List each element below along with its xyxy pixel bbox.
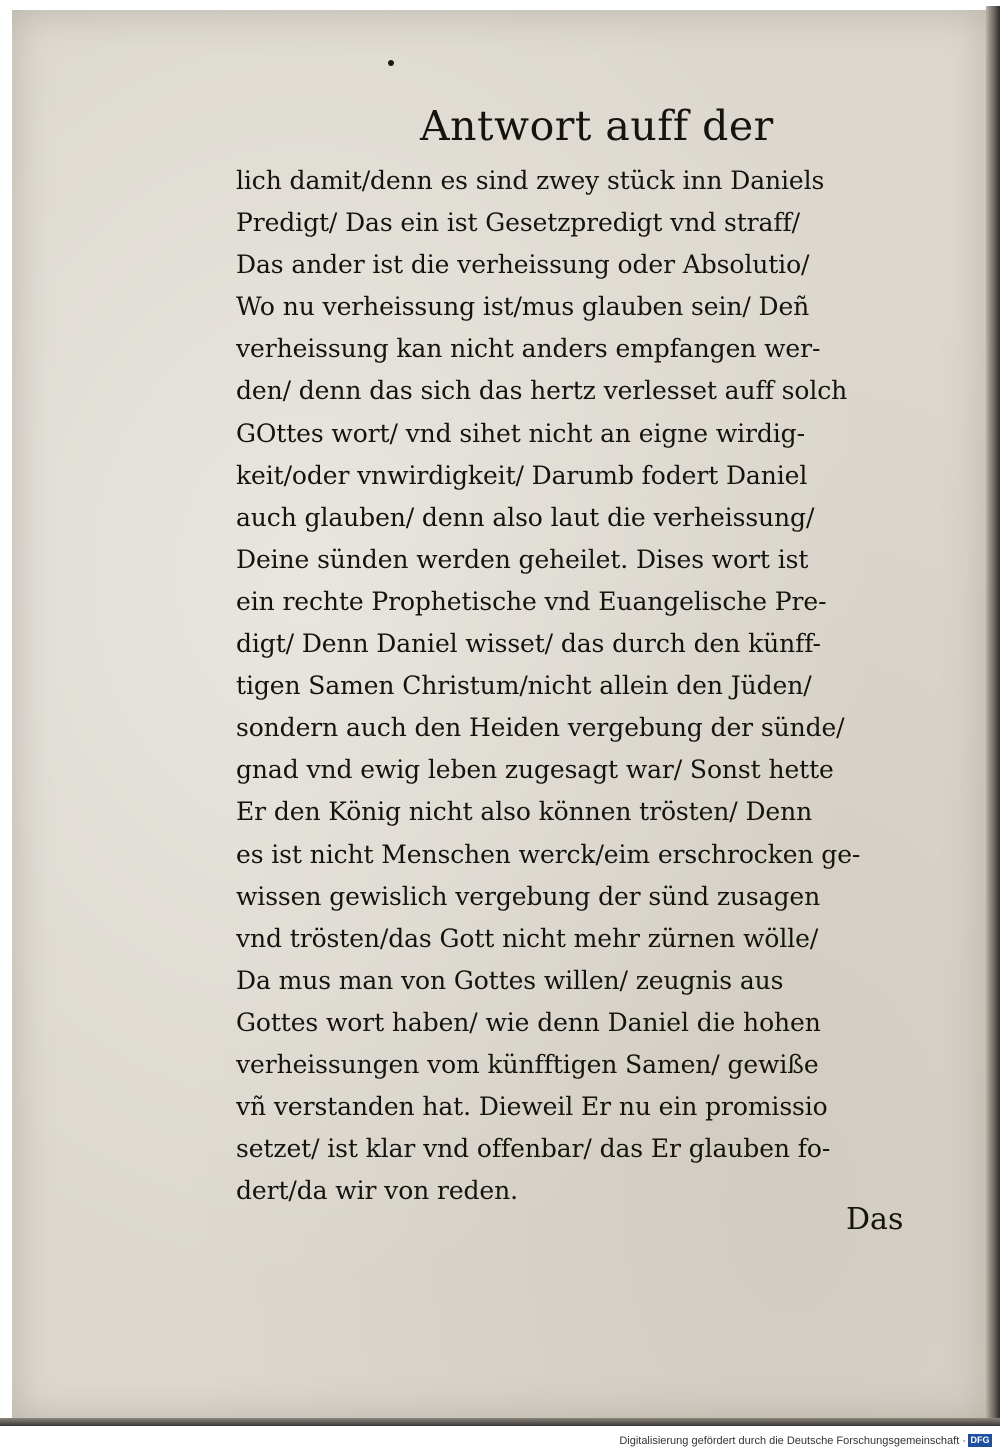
text-line: vnd trösten/das Gott nicht mehr zürnen wölle/ (236, 923, 819, 953)
page-edge-right (986, 6, 1000, 1424)
page-edge-bottom (0, 1418, 1000, 1426)
text-line: sondern auch den Heiden vergebung der sünde/ (236, 713, 845, 743)
text-line: Das ander ist die verheissung oder Absolutio/ (236, 250, 810, 280)
text-line: es ist nicht Menschen werck/eim erschrocken ge- (236, 839, 861, 869)
text-line: Da mus man von Gottes willen/ zeugnis aus (236, 965, 784, 995)
text-line: Wo nu verheissung ist/mus glauben sein/ Deñ (236, 292, 810, 322)
text-line: keit/oder vnwirdigkeit/ Darumb fodert Daniel (236, 460, 808, 490)
footer-credit: Digitalisierung gefördert durch die Deutsche Forschungsgemeinschaft · (619, 1435, 966, 1447)
text-line: wissen gewislich vergebung der sünd zusagen (236, 881, 821, 911)
running-head: Antwort auff der (420, 102, 774, 150)
text-line: verheissungen vom künfftigen Samen/ gewiße (236, 1049, 819, 1079)
text-line: dert/da wir von reden. (236, 1176, 518, 1206)
text-line: Er den König nicht also können trösten/ Denn (236, 797, 813, 827)
text-line: Deine sünden werden geheilet. Dises wort ist (236, 544, 809, 574)
text-line: GOttes wort/ vnd sihet nicht an eigne wirdig- (236, 418, 805, 448)
text-line: verheissung kan nicht anders empfangen wer- (236, 334, 821, 364)
text-line: vñ verstanden hat. Dieweil Er nu ein promissio (236, 1092, 828, 1122)
body-text (236, 160, 936, 1212)
text-line: tigen Samen Christum/nicht allein den Jüden/ (236, 671, 812, 701)
text-line: ein rechte Prophetische vnd Euangelische Pre- (236, 586, 827, 616)
text-line: den/ denn das sich das hertz verlesset auff solch (236, 376, 848, 406)
text-line: digt/ Denn Daniel wisset/ das durch den künff- (236, 629, 821, 659)
dfg-logo: DFG (968, 1434, 992, 1447)
text-line: Predigt/ Das ein ist Gesetzpredigt vnd straff/ (236, 208, 800, 238)
text-line: setzet/ ist klar vnd offenbar/ das Er glauben fo- (236, 1134, 831, 1164)
ink-dot (388, 60, 394, 66)
text-line: auch glauben/ denn also laut die verheissung/ (236, 502, 815, 532)
text-line: gnad vnd ewig leben zugesagt war/ Sonst hette (236, 755, 834, 785)
text-line: Gottes wort haben/ wie denn Daniel die hohen (236, 1007, 821, 1037)
text-line: lich damit/denn es sind zwey stück inn Daniels (236, 166, 825, 195)
catchword: Das (846, 1202, 904, 1237)
